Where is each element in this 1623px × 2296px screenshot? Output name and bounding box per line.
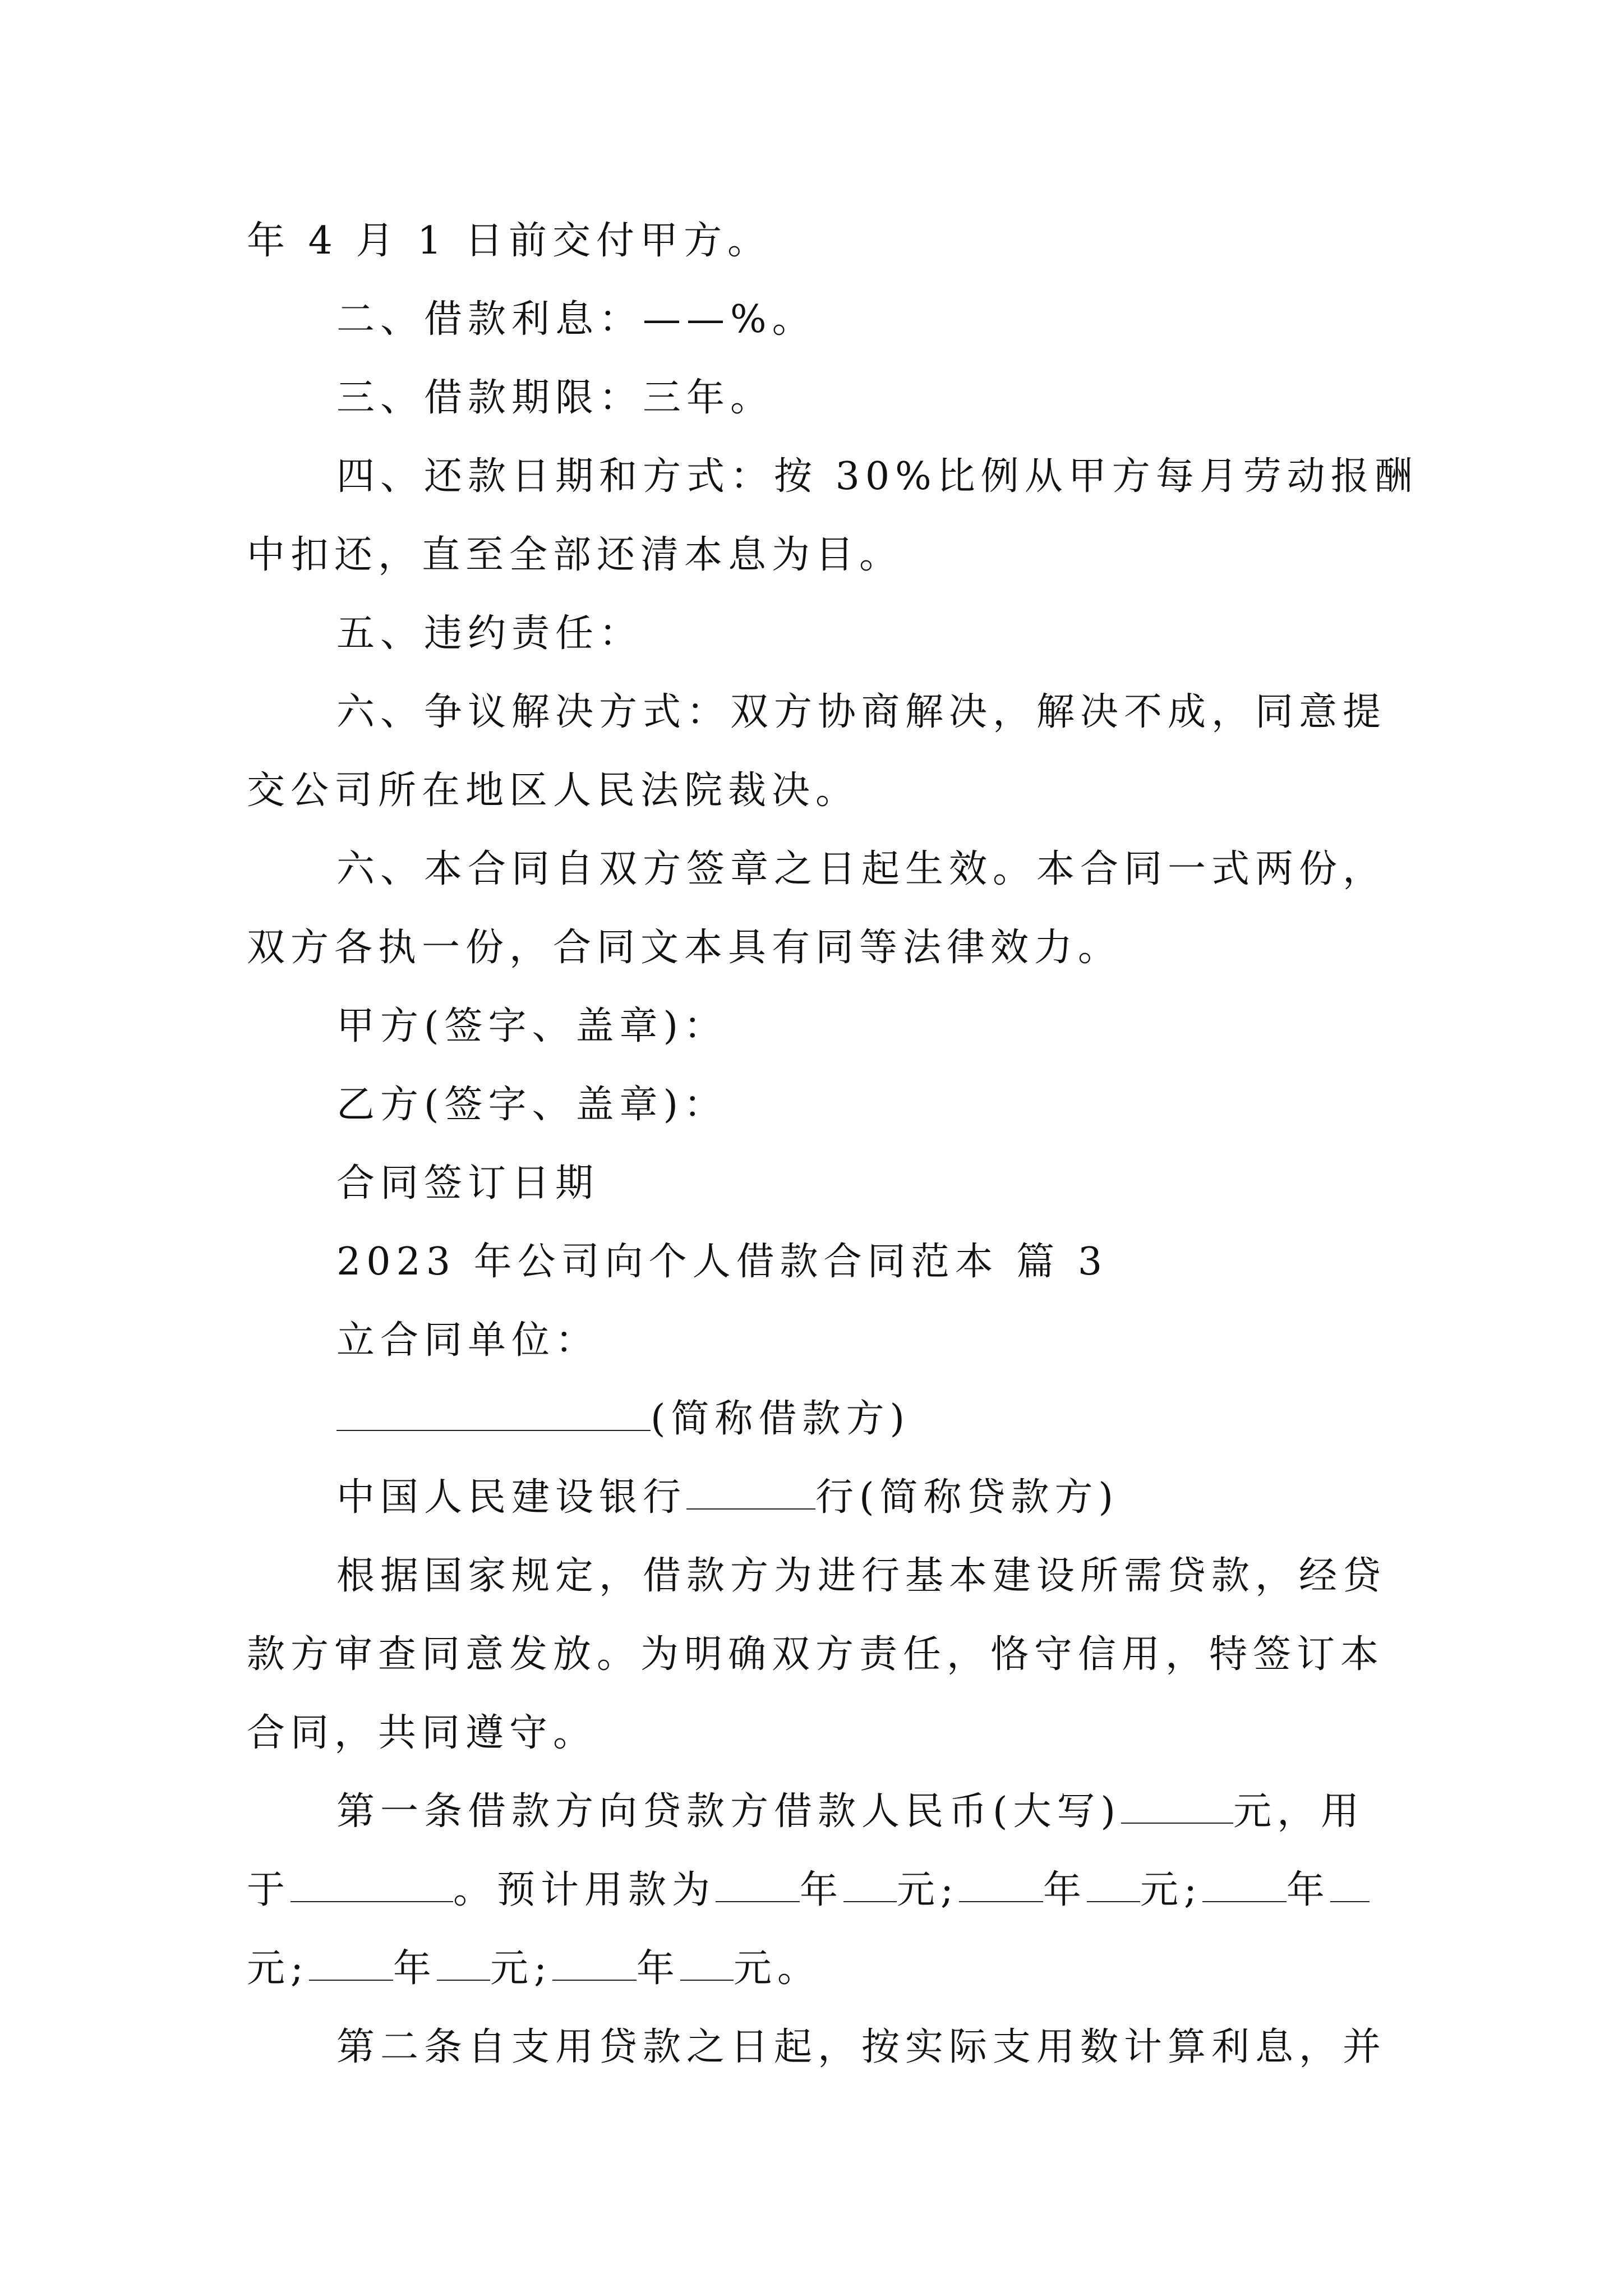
paragraph: 年 4 月 1 日前交付甲方。 xyxy=(247,219,771,263)
paragraph: 四、还款日期和方式：按 30%比例从甲方每月劳动报酬 xyxy=(336,454,1418,499)
blank-underline xyxy=(1330,1860,1370,1902)
blank-underline xyxy=(309,1938,393,1981)
bank-name: 中国人民建设银行 xyxy=(336,1475,687,1520)
borrower-label: (简称借款方) xyxy=(651,1397,911,1441)
paragraph: 款方审查同意发放。为明确双方责任，恪守信用，特签订本 xyxy=(247,1632,1385,1677)
text-fragment: 元; xyxy=(247,1947,309,1991)
paragraph: 第二条自支用贷款之日起，按实际支用数计算利息，并 xyxy=(336,2025,1387,2069)
text-fragment: 年 xyxy=(393,1947,437,1991)
borrower-line xyxy=(336,1388,1492,1450)
paragraph: 五、违约责任： xyxy=(336,611,643,656)
article-one-suffix: 元，用 xyxy=(1233,1789,1365,1834)
blank-underline xyxy=(680,1938,734,1981)
lender-line xyxy=(336,1467,1492,1529)
paragraph: 根据国家规定，借款方为进行基本建设所需贷款，经贷 xyxy=(336,1554,1387,1598)
text-fragment: 年 xyxy=(1286,1868,1330,1912)
lender-label: 行(简称贷款方) xyxy=(815,1475,1119,1520)
blank-underline xyxy=(336,1388,651,1431)
blank-underline xyxy=(959,1860,1043,1902)
paragraph: 六、争议解决方式：双方协商解决，解决不成，同意提 xyxy=(336,690,1387,734)
text-fragment: 年 xyxy=(636,1947,680,1991)
blank-underline xyxy=(437,1938,490,1981)
paragraph: 六、本合同自双方签章之日起生效。本合同一式两份， xyxy=(336,847,1387,891)
text-fragment: 元; xyxy=(1140,1868,1202,1912)
article-one-cont xyxy=(247,1938,1402,2000)
blank-underline xyxy=(552,1938,637,1981)
blank-underline xyxy=(686,1467,815,1510)
text-fragment: 元; xyxy=(897,1868,959,1912)
article-one-text: 第一条借款方向贷款方借款人民币(大写) xyxy=(336,1789,1122,1834)
article-one-cont xyxy=(247,1860,1402,1921)
article-one xyxy=(336,1781,1492,1843)
text-fragment: 元; xyxy=(490,1947,552,1991)
paragraph: 合同，共同遵守。 xyxy=(247,1711,597,1755)
paragraph: 交公司所在地区人民法院裁决。 xyxy=(247,769,860,813)
blank-underline xyxy=(843,1860,897,1902)
text-fragment: 年 xyxy=(800,1868,844,1912)
paragraph: 三、借款期限：三年。 xyxy=(336,376,774,420)
text-fragment: 元。 xyxy=(733,1947,821,1991)
blank-underline xyxy=(1121,1781,1233,1824)
text-fragment: 于 xyxy=(247,1868,291,1912)
paragraph: 二、借款利息：——%。 xyxy=(336,297,816,342)
paragraph: 立合同单位： xyxy=(336,1318,600,1363)
signature-line-party-a: 甲方(签字、盖章)： xyxy=(336,1004,728,1048)
section-heading: 2023 年公司向个人借款合同范本 篇 3 xyxy=(336,1240,1108,1284)
paragraph: 中扣还，直至全部还清本息为目。 xyxy=(247,533,903,577)
text-fragment: 年 xyxy=(1043,1868,1087,1912)
blank-underline xyxy=(291,1860,453,1902)
signature-line-party-b: 乙方(签字、盖章)： xyxy=(336,1083,728,1127)
blank-underline xyxy=(1087,1860,1140,1902)
text-fragment: 。预计用款为 xyxy=(453,1868,716,1912)
paragraph: 双方各执一份，合同文本具有同等法律效力。 xyxy=(247,926,1122,970)
blank-underline xyxy=(1202,1860,1287,1902)
signing-date-line: 合同签订日期 xyxy=(336,1161,600,1205)
blank-underline xyxy=(716,1860,800,1902)
